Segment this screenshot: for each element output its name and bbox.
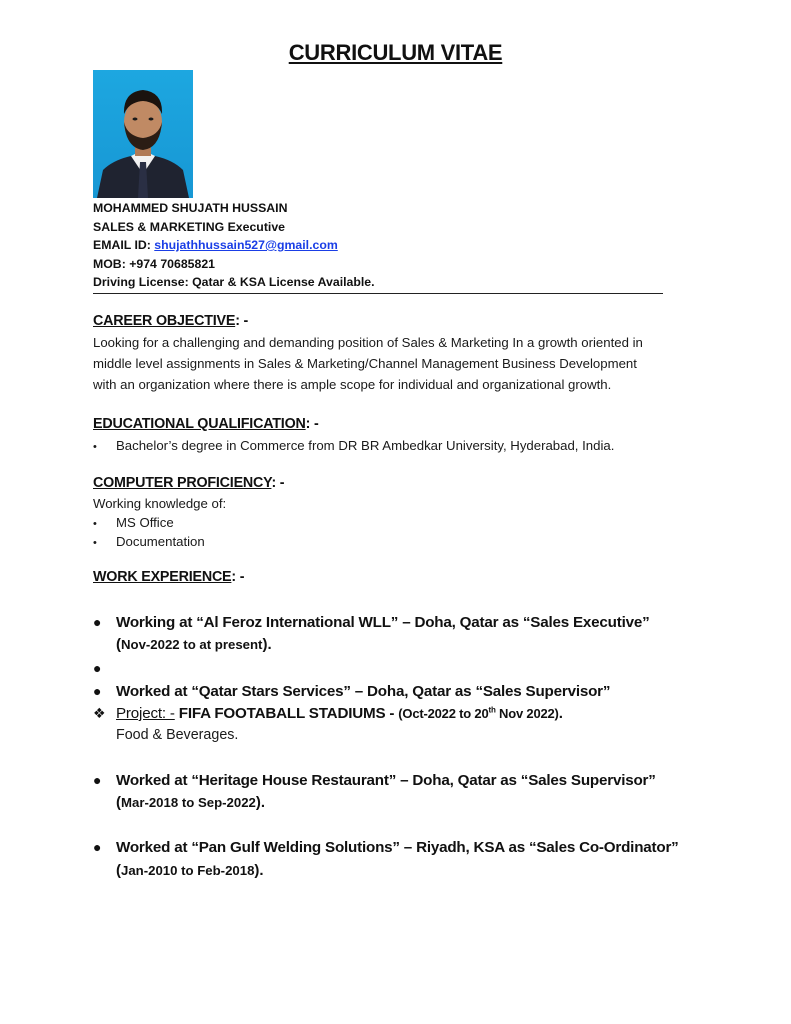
bullet-icon: • [93,518,97,530]
job-entry [93,839,679,856]
license-line: Driving License: Qatar & KSA License Available. [93,275,375,289]
job-dates-text: Nov-2022 to at present [121,637,263,652]
bullet-icon: ● [93,839,102,855]
computer-item-text: Documentation [116,534,205,549]
job-dates: (Mar-2018 to Sep-2022). [116,794,266,811]
job-entry [93,683,610,700]
work-heading-suffix: : - [231,569,245,585]
project-label: Project: - [116,705,175,722]
job-title: Worked at “Pan Gulf Welding Solutions” – Riyadh, KSA as “Sales Co-Ordinator” [116,839,679,856]
computer-item [93,515,174,530]
bullet-icon: • [93,537,97,549]
bullet-icon: ● [93,660,102,676]
bullet-icon: ● [93,683,102,699]
education-heading [93,416,319,432]
profile-photo [93,70,193,198]
diamond-bullet-icon: ❖ [93,705,106,721]
computer-heading-text: COMPUTER PROFICIENCY [93,475,272,491]
email-line [93,236,375,255]
project-dates-end: Nov 2022) [495,706,559,721]
personal-info [93,199,375,292]
computer-proficiency-heading [93,475,284,491]
job-dates: (Jan-2010 to Feb-2018). [116,862,264,879]
header-divider [93,293,663,294]
project-detail: Food & Beverages. [116,727,239,743]
bullet-icon: ● [93,614,102,630]
project-dot: . [558,705,563,722]
career-objective-text [93,332,703,396]
work-heading-text: WORK EXPERIENCE [93,569,232,585]
project-dates-start: (Oct-2022 to 20 [398,706,489,721]
career-heading-suffix: : - [235,313,249,329]
bullet-icon: ● [93,772,102,788]
job-entry [93,772,656,789]
career-line: middle level assignments in Sales & Marketing/Channel Management Business Development [93,356,637,372]
page-title: CURRICULUM VITAE [288,40,503,65]
career-line: with an organization where there is ample scope for individual and organizational growth. [93,377,612,393]
candidate-name: MOHAMMED SHUJATH HUSSAIN [93,201,288,215]
empty-bullet [93,660,116,677]
project-dates [398,706,558,721]
career-objective-heading [93,313,248,329]
work-experience-heading [93,569,244,585]
mobile-line: MOB: +974 70685821 [93,256,216,271]
candidate-role: SALES & MARKETING Executive [93,219,286,234]
career-heading-text: CAREER OBJECTIVE [93,313,236,329]
job-dates-text: Jan-2010 to Feb-2018 [121,863,255,878]
computer-heading-suffix: : - [271,475,285,491]
job-title: Worked at “Qatar Stars Services” – Doha, Qatar as “Sales Supervisor” [116,683,611,700]
career-line: Looking for a challenging and demanding position of Sales & Marketing In a growth oriented in [93,335,643,350]
job-dates-text: Mar-2018 to Sep-2022 [121,795,256,810]
computer-item [93,534,205,549]
bullet-icon: • [93,441,97,453]
job-title: Working at “Al Feroz International WLL” – Doha, Qatar as “Sales Executive” [116,614,650,631]
education-heading-suffix: : - [305,416,319,432]
email-link[interactable]: shujathhussain527@gmail.com [154,238,338,252]
project-line [93,705,563,722]
education-item [93,438,614,453]
project-name: FIFA FOOTABALL STADIUMS - [174,705,399,722]
email-label: EMAIL ID: [93,238,155,252]
job-entry [93,614,650,631]
education-heading-text: EDUCATIONAL QUALIFICATION [93,416,306,432]
education-item-text: Bachelor’s degree in Commerce from DR BR Ambedkar University, Hyderabad, India. [116,438,615,453]
job-dates: (Nov-2022 to at present). [116,636,272,653]
computer-item-text: MS Office [116,515,174,530]
computer-intro: Working knowledge of: [93,496,227,511]
project-dates-sup: th [488,705,496,715]
job-title: Worked at “Heritage House Restaurant” – Doha, Qatar as “Sales Supervisor” [116,772,656,789]
